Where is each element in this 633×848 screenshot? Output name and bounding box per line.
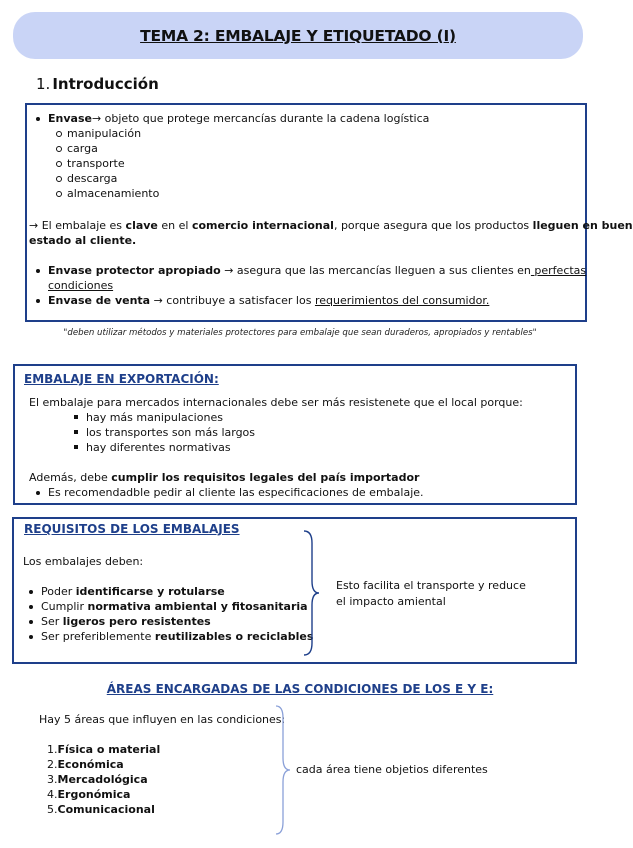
text: Ergonómica: [57, 788, 131, 801]
subitem: carga: [67, 142, 98, 155]
exportacion-intro: El embalaje para mercados internacionales debe ser más resistenete que el local porque:: [29, 396, 523, 409]
requisitos-note-line2: el impacto amiental: [336, 595, 446, 608]
text: , porque asegura que los productos: [333, 219, 533, 232]
title-banner: [13, 12, 583, 59]
text: Poder: [41, 585, 76, 598]
areas-note: cada área tiene objetios diferentes: [296, 763, 488, 776]
text: ligeros pero resistentes: [62, 615, 211, 628]
text: normativa ambiental y fitosanitaria: [87, 600, 308, 613]
text: Además, debe: [29, 471, 112, 484]
text: en el: [157, 219, 192, 232]
section-heading-text: Introducción: [52, 75, 159, 93]
envase-definition: [48, 111, 429, 126]
text: condiciones: [48, 279, 114, 292]
area-item: [47, 772, 148, 787]
exportacion-box: [13, 364, 577, 505]
subitem: almacenamiento: [67, 187, 160, 200]
text: Física o material: [57, 743, 161, 756]
text: identificarse y rotularse: [75, 585, 225, 598]
requisitos-heading: REQUISITOS DE LOS EMBALAJES: [24, 522, 240, 536]
requisito-item: [41, 584, 225, 599]
envase-protector-item-cont: [48, 278, 113, 293]
text: requerimientos del consumidor.: [314, 294, 490, 307]
quote-text: "deben utilizar métodos y materiales protectores para embalaje que sean duraderos, apropiados y rentables": [63, 328, 537, 338]
text: perfectas: [530, 264, 587, 277]
subitem: manipulación: [67, 127, 142, 140]
reason-item: los transportes son más largos: [86, 426, 256, 439]
exportacion-heading: EMBALAJE EN EXPORTACIÓN:: [24, 372, 219, 386]
intro-box: [25, 103, 633, 322]
reason-item: hay más manipulaciones: [86, 411, 223, 424]
requisito-item: [41, 614, 211, 629]
requisitos-intro: Los embalajes deben:: [23, 555, 144, 568]
text: → contribuye a satisfacer los: [150, 294, 315, 307]
paragraph-clave-line2: [29, 233, 136, 248]
text: lleguen en buen: [532, 219, 633, 232]
text: → asegura que las mercancías lleguen a sus clientes en: [220, 264, 531, 277]
requisitos-note-line1: Esto facilita el transporte y reduce: [336, 579, 526, 592]
text: estado al cliente.: [29, 234, 137, 247]
section-heading-intro: [36, 75, 159, 93]
paragraph-clave-line1: [29, 218, 633, 233]
text: Ser: [41, 615, 63, 628]
page-title: TEMA 2: EMBALAJE Y ETIQUETADO (I): [140, 26, 456, 45]
recommendation-item: Es recomendadble pedir al cliente las especificaciones de embalaje.: [48, 486, 424, 499]
envase-term: Envase: [48, 112, 92, 125]
envase-def: → objeto que protege mercancías durante la cadena logística: [91, 112, 430, 125]
text: 2.: [47, 758, 58, 771]
subitem: transporte: [67, 157, 125, 170]
envase-protector-item: [48, 263, 586, 278]
text: 5.: [47, 803, 58, 816]
text: Económica: [57, 758, 124, 771]
text: clave: [125, 219, 158, 232]
legal-requirements: [29, 470, 419, 485]
section-number: 1.: [36, 75, 51, 93]
text: 4.: [47, 788, 58, 801]
text: Cumplir: [41, 600, 88, 613]
curly-brace-icon: [272, 704, 294, 838]
text: Ser preferiblemente: [41, 630, 155, 643]
text: Mercadológica: [57, 773, 148, 786]
text: Comunicacional: [57, 803, 155, 816]
text: cumplir los requisitos legales del país importador: [111, 471, 420, 484]
area-item: [47, 802, 155, 817]
areas-heading: ÁREAS ENCARGADAS DE LAS CONDICIONES DE LOS E Y E:: [106, 682, 494, 696]
area-item: [47, 787, 130, 802]
subitem: descarga: [67, 172, 118, 185]
requisito-item: [41, 599, 308, 614]
envase-venta-item: [48, 293, 489, 308]
text: Envase de venta: [48, 294, 151, 307]
text: 3.: [47, 773, 58, 786]
text: → El embalaje es: [29, 219, 126, 232]
reason-item: hay diferentes normativas: [86, 441, 231, 454]
areas-intro: Hay 5 áreas que influyen en las condiciones:: [39, 713, 286, 726]
requisitos-box: [12, 517, 577, 664]
curly-brace-icon: [300, 529, 322, 659]
area-item: [47, 757, 124, 772]
area-item: [47, 742, 160, 757]
text: comercio internacional: [191, 219, 334, 232]
text: reutilizables o reciclables: [154, 630, 314, 643]
requisito-item: [41, 629, 313, 644]
text: 1.: [47, 743, 58, 756]
text: Envase protector apropiado: [48, 264, 221, 277]
